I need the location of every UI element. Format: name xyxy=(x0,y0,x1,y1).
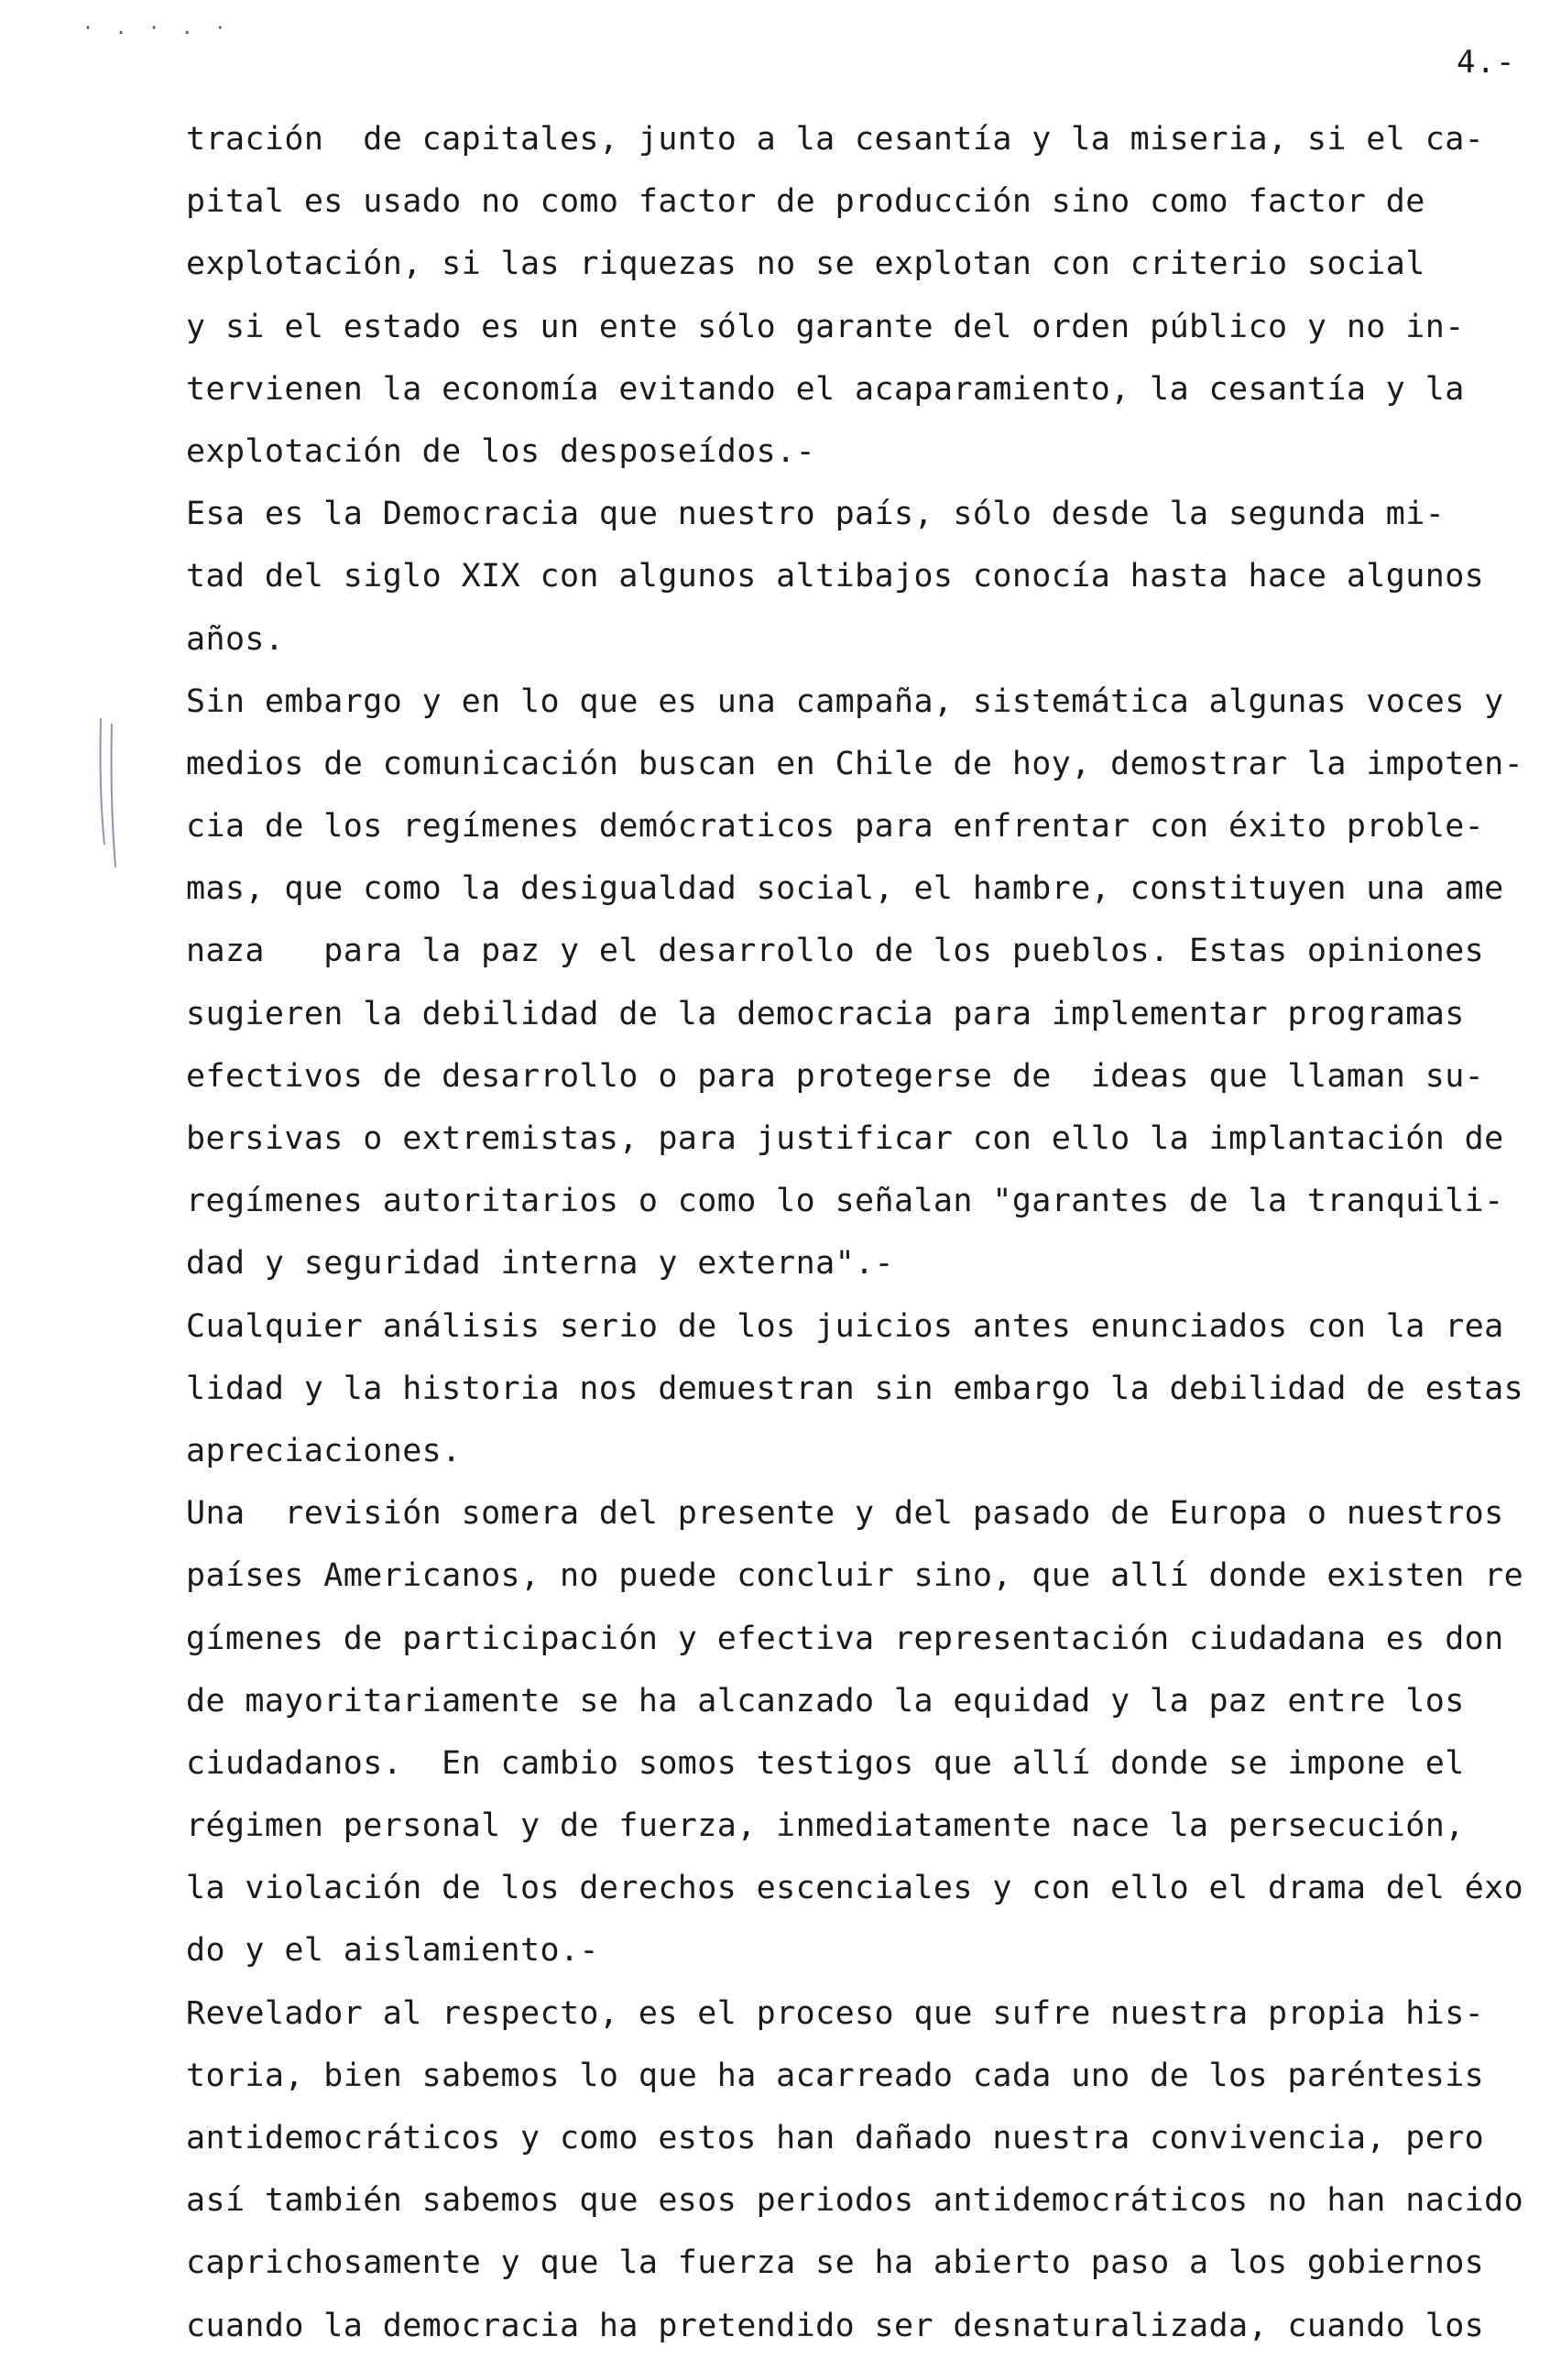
text-line: explotación, si las riquezas no se explotan con criterio social xyxy=(186,246,1425,283)
text-line: Sin embargo y en lo que es una campaña, sistemática algunas voces y xyxy=(186,682,1504,720)
text-line: antidemocráticos y como estos han dañado nuestra convivencia, pero xyxy=(186,2120,1485,2156)
text-line: mas, que como la desigualdad social, el hambre, constituyen una ame xyxy=(186,870,1504,908)
text-line: medios de comunicación buscan en Chile de hoy, demostrar la impoten- xyxy=(186,745,1524,782)
text-line: régimen personal y de fuerza, inmediatamente nace la persecución, xyxy=(186,1807,1465,1845)
text-line: cia de los regímenes demócraticos para enfrentar con éxito proble- xyxy=(186,808,1485,846)
text-line: Esa es la Democracia que nuestro país, sólo desde la segunda mi- xyxy=(186,496,1446,533)
text-line: Cualquier análisis serio de los juicios antes enunciados con la rea xyxy=(186,1307,1504,1345)
text-line: así también sabemos que esos periodos antidemocráticos no han nacido xyxy=(186,2182,1524,2220)
text-line: y si el estado es un ente sólo garante del orden público y no in- xyxy=(186,308,1465,345)
text-line: países Americanos, no puede concluir sino, que allí donde existen re xyxy=(186,1557,1524,1595)
text-line: sugieren la debilidad de la democracia para implementar programas xyxy=(186,995,1465,1032)
text-line: explotación de los desposeídos.- xyxy=(186,432,816,470)
text-line: lidad y la historia nos demuestran sin embargo la debilidad de estas xyxy=(186,1370,1524,1407)
text-line: tración de capitales, junto a la cesantía y la miseria, si el ca- xyxy=(186,121,1485,158)
typed-body-text xyxy=(186,108,1524,2357)
text-line: caprichosamente y que la fuerza se ha abierto paso a los gobiernos xyxy=(186,2244,1485,2282)
text-line: cuando la democracia ha pretendido ser desnaturalizada, cuando los xyxy=(186,2307,1485,2344)
paper-specks: · . · . · xyxy=(82,16,232,38)
text-line: naza para la paz y el desarrollo de los pueblos. Estas opiniones xyxy=(186,933,1485,970)
text-line: apreciaciones. xyxy=(186,1432,462,1469)
text-line: años. xyxy=(186,620,285,658)
text-line: Revelador al respecto, es el proceso que sufre nuestra propia his- xyxy=(186,1994,1485,2032)
text-line: do y el aislamiento.- xyxy=(186,1932,599,1970)
pen-margin-mark xyxy=(95,716,132,872)
text-line: tad del siglo XIX con algunos altibajos conocía hasta hace algunos xyxy=(186,558,1485,595)
text-line: Una revisión somera del presente y del pasado de Europa o nuestros xyxy=(186,1495,1504,1533)
text-line: gímenes de participación y efectiva representación ciudadana es don xyxy=(186,1620,1504,1657)
text-line: tervienen la economía evitando el acaparamiento, la cesantía y la xyxy=(186,370,1465,408)
text-line: la violación de los derechos escenciales y con ello el drama del éxo xyxy=(186,1870,1524,1907)
text-line: efectivos de desarrollo o para protegerse de ideas que llaman su- xyxy=(186,1057,1485,1095)
text-line: de mayoritariamente se ha alcanzado la equidad y la paz entre los xyxy=(186,1682,1465,1719)
text-line: pital es usado no como factor de producción sino como factor de xyxy=(186,183,1425,221)
text-line: toria, bien sabemos lo que ha acarreado cada uno de los paréntesis xyxy=(186,2057,1485,2094)
text-line: bersivas o extremistas, para justificar con ello la implantación de xyxy=(186,1120,1504,1157)
text-line: dad y seguridad interna y externa".- xyxy=(186,1245,894,1283)
text-line: ciudadanos. En cambio somos testigos que allí donde se impone el xyxy=(186,1744,1465,1782)
page-number: 4.- xyxy=(1457,44,1516,81)
text-line: regímenes autoritarios o como lo señalan "garantes de la tranquili- xyxy=(186,1183,1504,1220)
